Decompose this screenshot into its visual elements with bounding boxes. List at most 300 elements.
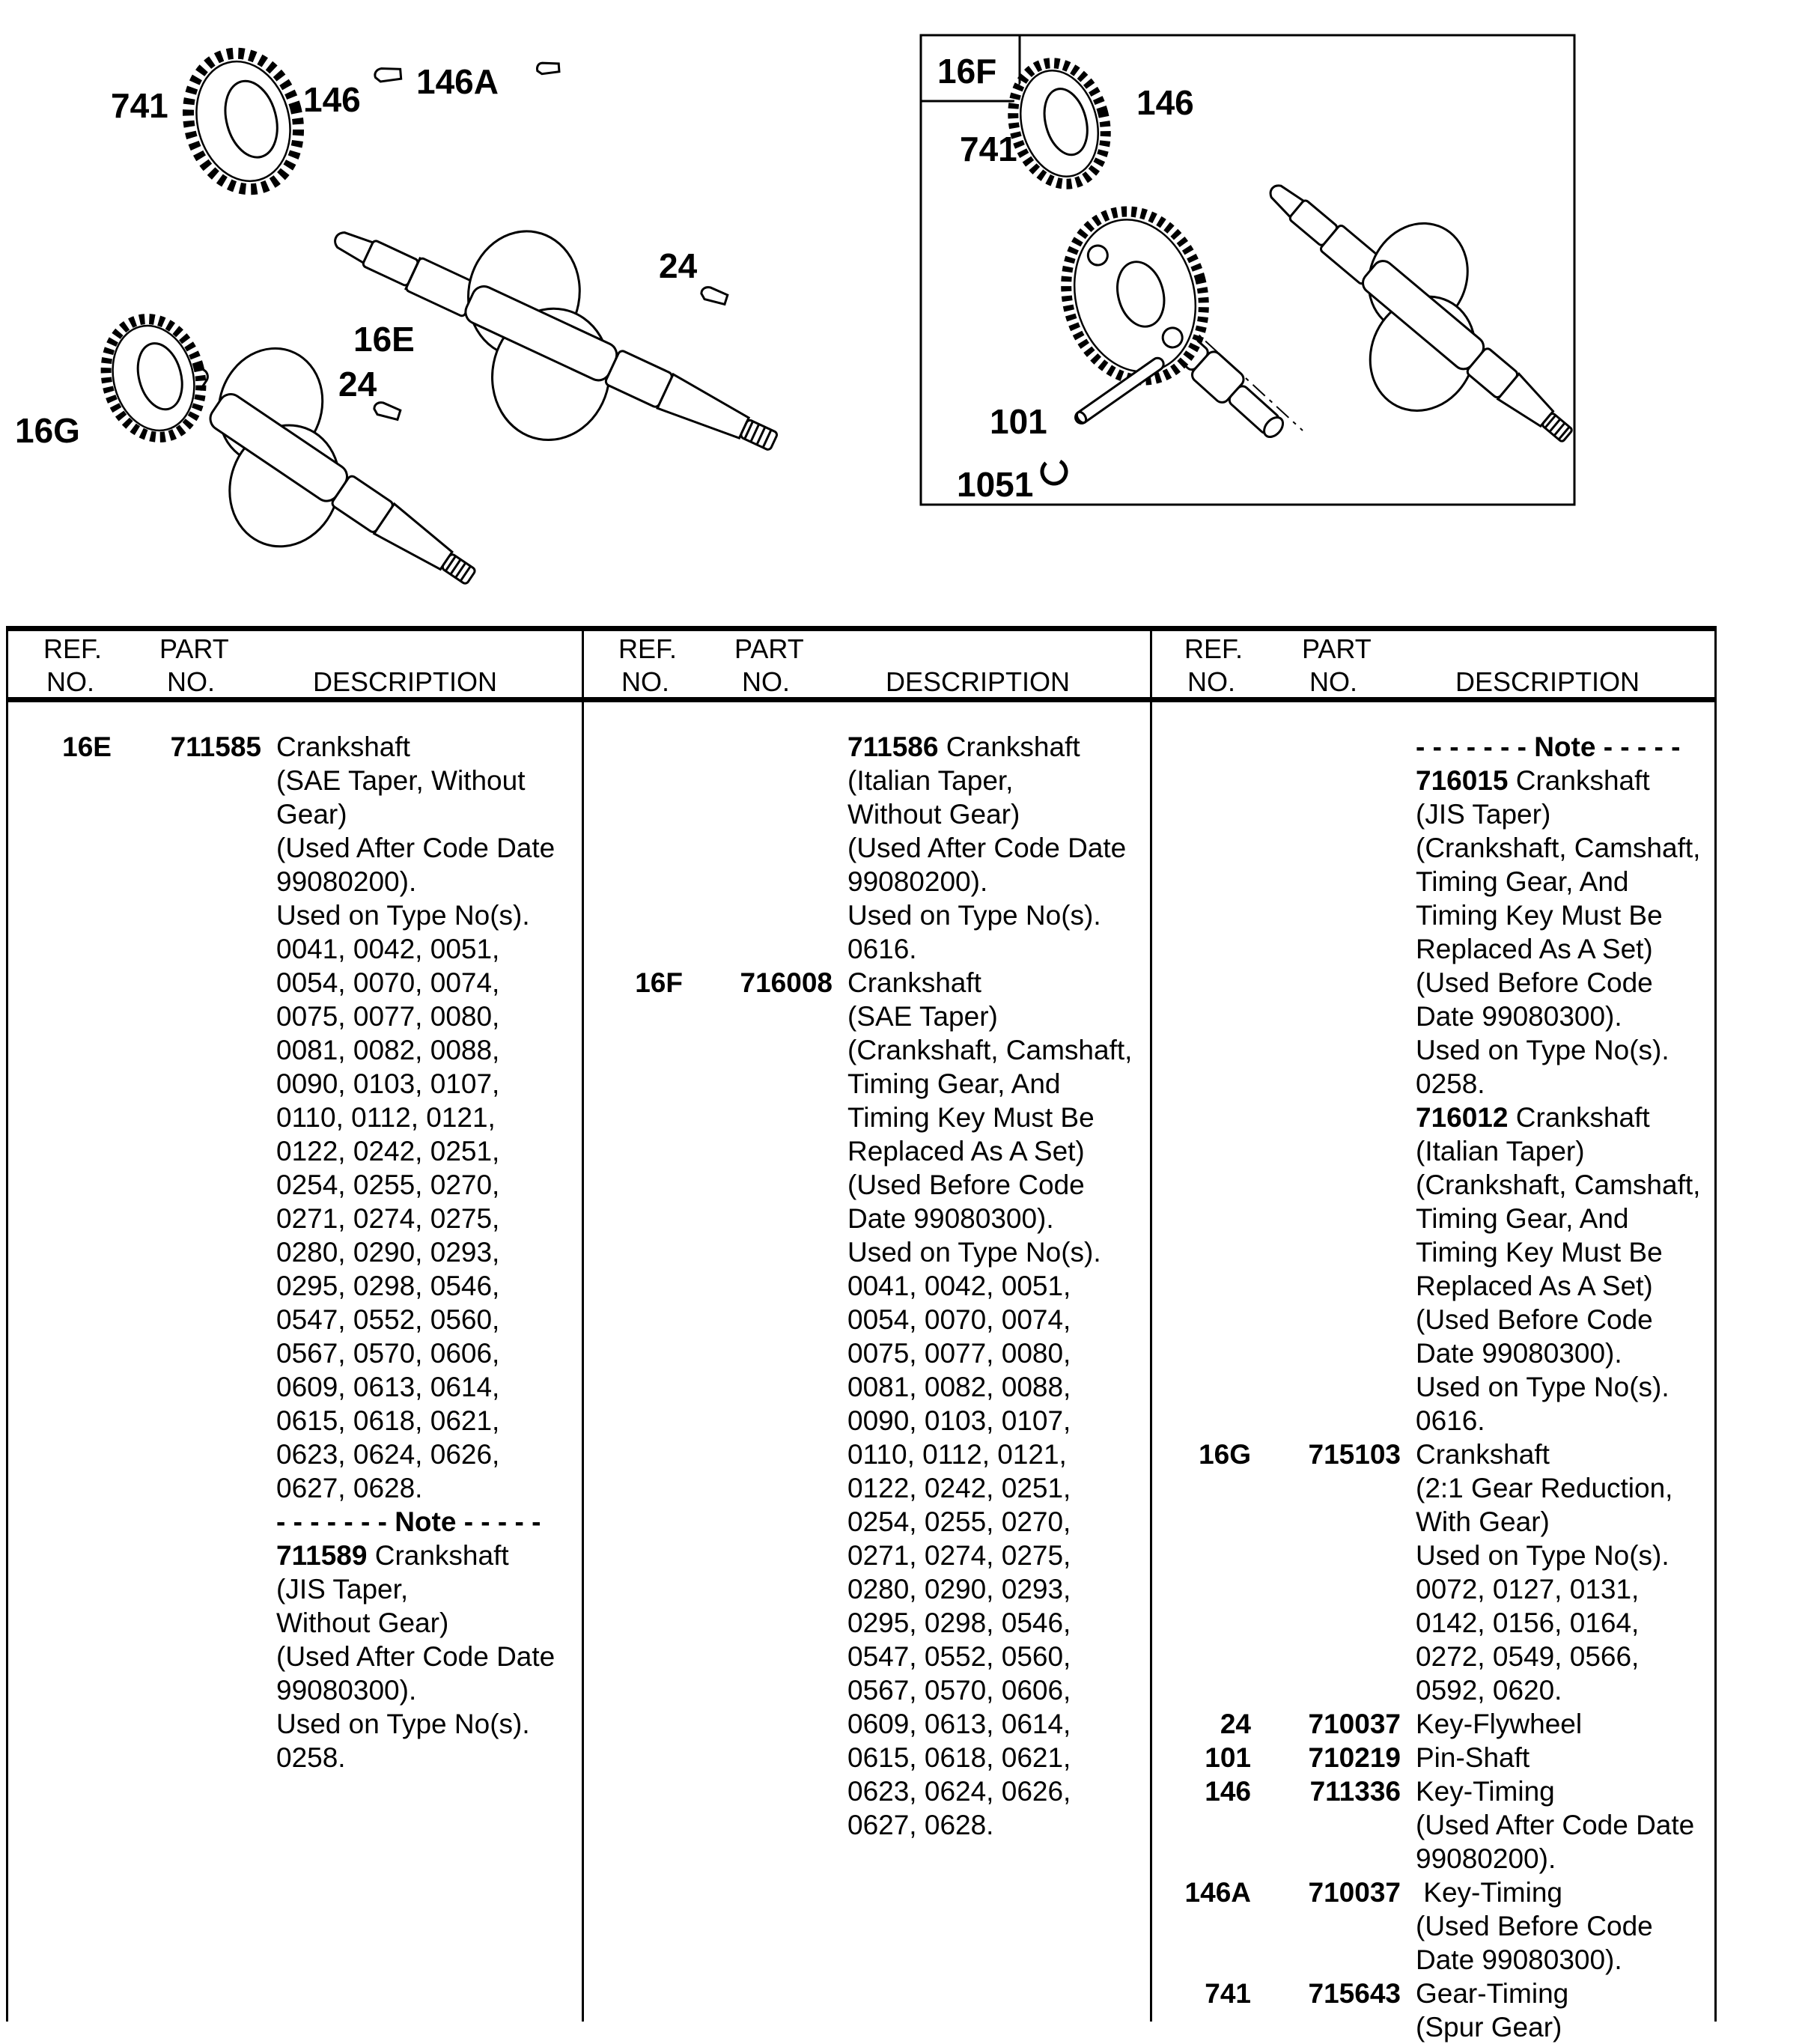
ref-no-cell: 741 [1205, 1978, 1251, 2009]
table-row-line [1150, 764, 1717, 797]
description-cell [276, 1673, 416, 1707]
description-cell [1416, 1707, 1582, 1741]
table-row-line [582, 1370, 1149, 1404]
description-cell [276, 797, 347, 831]
description-cell [276, 1505, 541, 1539]
table-row-line [1150, 1033, 1717, 1067]
table-row-line [582, 1774, 1149, 1808]
table-row-line [10, 1033, 578, 1067]
description-cell [1416, 1943, 1622, 1977]
table-row-line [582, 1336, 1149, 1370]
description-cell [847, 1404, 1071, 1438]
description-text: 0567, 0570, 0606, [847, 1675, 1071, 1706]
description-text: (SAE Taper) [847, 1001, 998, 1032]
header-part: PART [734, 633, 804, 664]
table-row-line [1150, 1842, 1717, 1876]
description-cell [847, 1235, 1101, 1269]
description-cell [1416, 1539, 1669, 1572]
timing-gear-741-icon [174, 40, 314, 201]
table-row-line [582, 1202, 1149, 1235]
description-cell [847, 1707, 1071, 1741]
description-text: 0072, 0127, 0131, [1416, 1574, 1640, 1605]
description-text: (Used After Code Date [847, 833, 1127, 863]
part-callout-146-left: 146 [303, 80, 361, 119]
description-cell [847, 1640, 1071, 1673]
description-text: 0075, 0077, 0080, [847, 1338, 1071, 1369]
header-part-no: NO. [167, 666, 216, 697]
table-row-line [582, 1134, 1149, 1168]
description-cell [847, 1101, 1095, 1134]
description-cell [276, 1336, 499, 1370]
description-cell [1416, 1168, 1700, 1202]
part-callout-741-16f: 741 [960, 130, 1017, 168]
table-row-line [10, 1168, 578, 1202]
description-cell [276, 831, 555, 865]
description-cell [276, 1000, 499, 1033]
description-cell [847, 898, 1101, 932]
description-cell [847, 1202, 1054, 1235]
description-cell [847, 1438, 1067, 1471]
description-cell [847, 1303, 1071, 1336]
table-row-line [10, 1606, 578, 1640]
header-ref-no: NO. [621, 666, 670, 697]
description-text: 0627, 0628. [847, 1810, 994, 1840]
description-text: 0615, 0618, 0621, [276, 1405, 500, 1436]
table-row-line [582, 932, 1149, 966]
part-no-inline: - - - - - - - Note - - - - - [1416, 731, 1681, 762]
description-text: 0615, 0618, 0621, [847, 1742, 1071, 1773]
table-row-line [10, 1572, 578, 1606]
table-row-line [1150, 1572, 1717, 1606]
description-cell [276, 1606, 448, 1640]
description-cell [1416, 1101, 1650, 1134]
description-text: 0054, 0070, 0074, [276, 967, 500, 998]
description-cell [276, 1404, 499, 1438]
table-row-line [10, 1741, 578, 1774]
description-cell [847, 1370, 1071, 1404]
description-text: 0280, 0290, 0293, [847, 1574, 1071, 1605]
description-text: (Crankshaft, Camshaft, [847, 1035, 1133, 1065]
part-no-cell: 711585 [170, 731, 261, 762]
header-part-no: NO. [742, 666, 791, 697]
table-row-line [582, 831, 1149, 865]
table-row-line [10, 865, 578, 898]
description-text: 0616. [847, 934, 917, 964]
description-cell [1416, 730, 1680, 764]
description-cell [847, 1606, 1071, 1640]
table-row-line [582, 730, 1149, 764]
part-no-inline: 711589 [276, 1540, 368, 1571]
description-cell [1416, 1673, 1562, 1707]
table-row-line [10, 966, 578, 1000]
ref-no-cell: 16E [62, 731, 112, 762]
description-text: 0254, 0255, 0270, [847, 1506, 1071, 1537]
header-ref: REF. [618, 633, 678, 664]
table-row-line [1150, 1606, 1717, 1640]
description-text: Used on Type No(s). [847, 900, 1101, 931]
description-text: Timing Key Must Be [1416, 900, 1663, 931]
description-text: (Used After Code Date [276, 833, 556, 863]
description-text: Crankshaft [367, 1540, 509, 1571]
description-cell [276, 764, 525, 797]
description-text: 0547, 0552, 0560, [847, 1641, 1071, 1672]
part-no-inline: 711586 [847, 731, 939, 762]
part-callout-24-lower: 24 [338, 365, 377, 404]
description-text: 0627, 0628. [276, 1473, 423, 1503]
table-row-line [582, 1606, 1149, 1640]
table-row-line [1150, 1505, 1717, 1539]
description-cell [276, 898, 530, 932]
table-row-line [1150, 730, 1717, 764]
description-cell [847, 1134, 1085, 1168]
table-row-line [1150, 932, 1717, 966]
description-text: Date 99080300). [1416, 1944, 1622, 1975]
description-cell [1416, 1269, 1653, 1303]
table-row-line [1150, 1471, 1717, 1505]
description-cell [1416, 898, 1663, 932]
description-cell [1416, 1202, 1629, 1235]
table-row-line [582, 1033, 1149, 1067]
ref-no-cell: 16F [635, 967, 683, 998]
description-cell [276, 1572, 408, 1606]
description-text: 0254, 0255, 0270, [276, 1169, 500, 1200]
table-row-line [1150, 1101, 1717, 1134]
description-text: 0122, 0242, 0251, [847, 1473, 1071, 1503]
description-text: 0295, 0298, 0546, [276, 1271, 500, 1301]
description-cell [1416, 932, 1653, 966]
table-row-line [582, 1505, 1149, 1539]
description-cell [847, 1269, 1071, 1303]
ref-no-cell: 16G [1199, 1439, 1251, 1470]
description-cell [276, 1303, 499, 1336]
part-no-cell: 711336 [1309, 1776, 1401, 1807]
table-row-line [1150, 1235, 1717, 1269]
part-no-cell: 710219 [1308, 1742, 1401, 1773]
part-callout-16g: 16G [15, 411, 80, 450]
description-text: 0272, 0549, 0566, [1416, 1641, 1640, 1672]
description-cell [1416, 1977, 1568, 2010]
part-no-cell: 716008 [740, 967, 833, 998]
description-cell [847, 932, 917, 966]
table-row-line [1150, 1000, 1717, 1033]
description-cell [1416, 1606, 1639, 1640]
table-row-line [10, 1404, 578, 1438]
description-text: Timing Key Must Be [847, 1102, 1095, 1133]
part-no-inline: 716012 [1416, 1102, 1509, 1133]
description-cell [1416, 966, 1653, 1000]
description-cell [1416, 1842, 1556, 1876]
description-text: (Spur Gear) [1416, 2012, 1562, 2043]
description-cell [276, 1168, 499, 1202]
table-row-line [1150, 1269, 1717, 1303]
description-cell [276, 1438, 499, 1471]
description-text: (Used Before Code [1416, 1304, 1653, 1335]
table-row-line [582, 1404, 1149, 1438]
description-cell [276, 865, 416, 898]
table-row-line [10, 1000, 578, 1033]
table-row-line [1150, 1202, 1717, 1235]
description-text: 0609, 0613, 0614, [276, 1372, 500, 1402]
table-row-line [1150, 1808, 1717, 1842]
table-row-line [582, 1707, 1149, 1741]
table-row-line [582, 1101, 1149, 1134]
table-row-line [582, 1269, 1149, 1303]
description-cell [847, 1033, 1132, 1067]
description-text: Used on Type No(s). [1416, 1035, 1669, 1065]
description-text: (Italian Taper, [847, 765, 1014, 796]
table-row-line [10, 1673, 578, 1707]
description-text: Used on Type No(s). [276, 1709, 530, 1739]
description-text: 0075, 0077, 0080, [276, 1001, 500, 1032]
table-row-line [10, 1370, 578, 1404]
description-cell [276, 730, 410, 764]
description-cell [276, 1640, 555, 1673]
description-cell [847, 966, 981, 1000]
part-callout-1051-16f: 1051 [957, 465, 1034, 504]
table-row-line [582, 1808, 1149, 1842]
part-no-inline: - - - - - - - Note - - - - - [276, 1506, 541, 1537]
description-cell [847, 797, 1020, 831]
description-text: 99080200). [1416, 1843, 1556, 1874]
part-no-cell: 715103 [1308, 1439, 1401, 1470]
description-text: 0041, 0042, 0051, [847, 1271, 1071, 1301]
part-callout-741-left: 741 [111, 86, 168, 125]
table-row-line [1150, 1303, 1717, 1336]
table-row-line [1150, 1977, 1717, 2010]
description-text: (Used Before Code [847, 1169, 1085, 1200]
description-text: 0258. [276, 1742, 346, 1773]
part-no-cell: 715643 [1308, 1978, 1401, 2009]
description-cell [276, 1370, 499, 1404]
table-row-line [582, 1741, 1149, 1774]
table-row-line [1150, 1774, 1717, 1808]
description-cell [276, 1235, 499, 1269]
description-text: 0271, 0274, 0275, [847, 1540, 1071, 1571]
table-row-line [582, 1235, 1149, 1269]
table-row-line [10, 764, 578, 797]
table-row-line [582, 1572, 1149, 1606]
description-text: (JIS Taper, [276, 1574, 409, 1605]
description-text: Crankshaft [1508, 765, 1650, 796]
description-cell [1416, 1505, 1550, 1539]
description-cell [847, 764, 1013, 797]
table-row-line [10, 1202, 578, 1235]
description-text: 0258. [1416, 1068, 1485, 1099]
table-row-line [10, 898, 578, 932]
table-row-line [1150, 797, 1717, 831]
description-text: (Italian Taper) [1416, 1136, 1585, 1167]
description-cell [847, 1741, 1071, 1774]
key-icon-146 [374, 62, 404, 88]
description-cell [1416, 2010, 1562, 2044]
description-cell [276, 1033, 499, 1067]
description-text: 99080200). [847, 866, 988, 897]
table-row-line [10, 730, 578, 764]
header-description: DESCRIPTION [1455, 666, 1640, 697]
description-cell [847, 1539, 1071, 1572]
part-callout-101-16f: 101 [990, 402, 1047, 441]
description-cell [1416, 797, 1550, 831]
description-cell [276, 1707, 530, 1741]
description-text: Replaced As A Set) [847, 1136, 1085, 1167]
description-cell [1416, 1471, 1672, 1505]
description-text: Crankshaft [847, 967, 981, 998]
ref-no-cell: 101 [1205, 1742, 1251, 1773]
table-row-line [10, 831, 578, 865]
table-row-line [582, 1168, 1149, 1202]
description-text: 0592, 0620. [1416, 1675, 1562, 1706]
description-text: Gear-Timing [1416, 1978, 1569, 2009]
description-text: Gear) [276, 799, 347, 830]
description-text: 0616. [1416, 1405, 1485, 1436]
description-text: Key-Timing [1416, 1877, 1563, 1908]
description-text: 0567, 0570, 0606, [276, 1338, 500, 1369]
description-text: 99080300). [276, 1675, 417, 1706]
table-row-line [1150, 1134, 1717, 1168]
description-cell [276, 1471, 422, 1505]
description-cell [276, 1067, 499, 1101]
description-text: Used on Type No(s). [847, 1237, 1101, 1268]
description-cell [1416, 1134, 1585, 1168]
description-cell [847, 1808, 993, 1842]
description-text: 0547, 0552, 0560, [276, 1304, 500, 1335]
description-cell [1416, 1303, 1653, 1336]
description-cell [276, 1741, 346, 1774]
description-text: 0041, 0042, 0051, [276, 934, 500, 964]
crankshaft-16g-icon [67, 261, 527, 627]
description-cell [847, 1774, 1071, 1808]
description-cell [847, 1336, 1071, 1370]
description-cell [1416, 1067, 1485, 1101]
part-no-inline: 716015 [1416, 765, 1509, 796]
table-top-rule [6, 626, 1717, 631]
description-cell [276, 1539, 509, 1572]
timing-gear-741-16f-icon [1000, 52, 1118, 194]
parts-diagram [0, 0, 1808, 627]
description-cell [1416, 1336, 1622, 1370]
table-row-line [10, 1707, 578, 1741]
description-cell [276, 1202, 499, 1235]
table-row-line [1150, 1404, 1717, 1438]
table-row-line [1150, 1067, 1717, 1101]
table-row-line [582, 1673, 1149, 1707]
description-text: Used on Type No(s). [1416, 1372, 1669, 1402]
table-row-line [10, 1438, 578, 1471]
key-icon-146a [536, 58, 561, 79]
table-row-line [582, 1539, 1149, 1572]
table-row-line [1150, 1168, 1717, 1202]
table-row-line [582, 1640, 1149, 1673]
table-left-border [6, 626, 8, 2022]
description-cell [1416, 1438, 1550, 1471]
table-row-line [1150, 1539, 1717, 1572]
description-cell [847, 865, 987, 898]
description-text: (SAE Taper, Without [276, 765, 526, 796]
part-callout-146-16f: 146 [1136, 83, 1194, 122]
description-cell [1416, 1370, 1669, 1404]
table-row-line [582, 797, 1149, 831]
description-text: Timing Key Must Be [1416, 1237, 1663, 1268]
table-row-line [1150, 966, 1717, 1000]
description-text: (Crankshaft, Camshaft, [1416, 1169, 1701, 1200]
crankshaft-16f-icon [1208, 119, 1625, 512]
description-cell [847, 1168, 1085, 1202]
description-text: Crankshaft [276, 731, 410, 762]
ref-no-cell: 24 [1220, 1709, 1251, 1739]
description-text: Crankshaft [1416, 1439, 1550, 1470]
description-cell [1416, 1640, 1639, 1673]
description-cell [847, 1000, 998, 1033]
description-text: Crankshaft [938, 731, 1080, 762]
table-row-line [10, 1539, 578, 1572]
description-text: Timing Gear, And [847, 1068, 1061, 1099]
header-part: PART [1302, 633, 1372, 664]
description-cell [847, 1505, 1071, 1539]
table-row-line [1150, 1741, 1717, 1774]
description-text: 0623, 0624, 0626, [276, 1439, 500, 1470]
table-row-line [1150, 831, 1717, 865]
table-row-line [1150, 2010, 1717, 2044]
table-row-line [582, 764, 1149, 797]
description-text: (Used Before Code [1416, 1911, 1653, 1941]
description-text: With Gear) [1416, 1506, 1550, 1537]
description-text: 0280, 0290, 0293, [276, 1237, 500, 1268]
header-part-no: NO. [1309, 666, 1358, 697]
table-row-line [582, 1067, 1149, 1101]
description-text: 0090, 0103, 0107, [276, 1068, 500, 1099]
description-cell [276, 1134, 499, 1168]
table-row-line [582, 1000, 1149, 1033]
description-cell [847, 730, 1080, 764]
table-row-line [1150, 1336, 1717, 1370]
part-callout-24-upper: 24 [659, 246, 698, 285]
key-icon-24-upper [698, 281, 730, 311]
header-description: DESCRIPTION [886, 666, 1071, 697]
table-row-line [10, 1067, 578, 1101]
description-cell [276, 1269, 499, 1303]
table-row-line [1150, 1909, 1717, 1943]
description-text: Without Gear) [847, 799, 1020, 830]
table-row-line [1150, 1707, 1717, 1741]
description-text: (JIS Taper) [1416, 799, 1551, 830]
description-cell [276, 966, 499, 1000]
table-column-2 [582, 730, 1149, 1842]
table-row-line [1150, 898, 1717, 932]
description-cell [1416, 1033, 1669, 1067]
description-text: 0142, 0156, 0164, [1416, 1607, 1640, 1638]
description-text: (2:1 Gear Reduction, [1416, 1473, 1673, 1503]
table-row-line [1150, 1876, 1717, 1909]
description-text: 0623, 0624, 0626, [847, 1776, 1071, 1807]
part-no-cell: 710037 [1308, 1877, 1401, 1908]
description-text: Key-Timing [1416, 1776, 1555, 1807]
description-cell [1416, 865, 1629, 898]
table-row-line [10, 1336, 578, 1370]
description-cell [276, 1101, 496, 1134]
description-cell [847, 1067, 1061, 1101]
header-ref: REF. [43, 633, 103, 664]
box-16f-label: 16F [937, 52, 997, 91]
header-part: PART [159, 633, 229, 664]
header-ref-no: NO. [46, 666, 95, 697]
description-cell [1416, 1808, 1694, 1842]
table-row-line [1150, 1943, 1717, 1977]
table-row-line [582, 898, 1149, 932]
description-text: Date 99080300). [847, 1203, 1054, 1234]
description-text: (Used After Code Date [276, 1641, 556, 1672]
description-text: Pin-Shaft [1416, 1742, 1530, 1773]
table-row-line [10, 1303, 578, 1336]
